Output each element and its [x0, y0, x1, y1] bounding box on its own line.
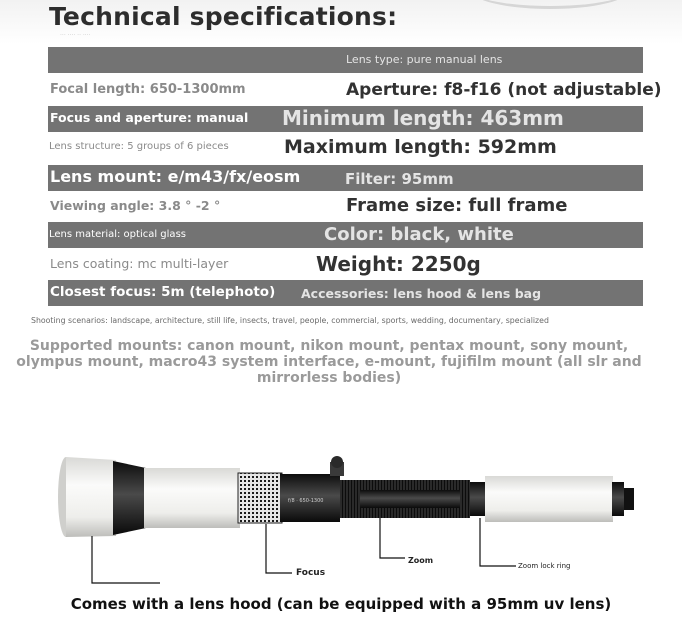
supported-line-2: olympus mount, macro43 system interface, e-mount, fujifilm mount (all slr and [16, 354, 642, 370]
rear-mount [612, 482, 624, 516]
rear-barrel [485, 476, 613, 522]
spec-focal-length: Focal length: 650-1300mm [50, 82, 246, 97]
zoom-label: Zoom [408, 556, 434, 565]
spec-min-length: Minimum length: 463mm [282, 106, 564, 130]
page-title: Technical specifications: [49, 2, 398, 31]
spec-lens-coating: Lens coating: mc multi-layer [50, 256, 229, 271]
focus-label: Focus [296, 568, 326, 578]
svg-text:f/8 · 650-1300: f/8 · 650-1300 [288, 498, 324, 504]
spec-weight: Weight: 2250g [316, 252, 481, 276]
spec-frame-size: Frame size: full frame [346, 195, 568, 216]
front-black-ring [113, 461, 146, 535]
zoom-scale [360, 490, 460, 508]
zoom-callout-line [380, 518, 405, 558]
spec-filter: Filter: 95mm [345, 170, 454, 188]
spec-row-lens-type [48, 47, 643, 73]
spec-focus-aperture: Focus and aperture: manual [50, 110, 249, 125]
lens-illustration [0, 440, 682, 590]
spec-row-mount [48, 165, 643, 191]
spec-lens-structure: Lens structure: 5 groups of 6 pieces [49, 141, 229, 152]
spec-row-closest-focus [48, 280, 643, 306]
front-barrel [144, 468, 240, 528]
supported-mounts [14, 338, 644, 386]
spec-row-coating [48, 250, 643, 280]
supported-line-3: mirrorless bodies) [256, 370, 402, 386]
spec-aperture: Aperture: f8-f16 (not adjustable) [346, 80, 662, 100]
focus-callout-line [266, 524, 292, 573]
faint-subtitle: ··· ···· ·· ···· [60, 32, 91, 39]
lens-drawing [0, 440, 682, 590]
zoom-lock-label: Zoom lock ring [518, 562, 571, 570]
spec-row-focus [48, 106, 643, 132]
zoom-lock-ring [470, 482, 486, 516]
spec-row-material [48, 222, 643, 248]
spec-row-viewing-angle [48, 193, 643, 221]
shooting-scenarios: Shooting scenarios: landscape, architecture, still life, insects, travel, people, commercial, sports, wedding, documentary, specialized [31, 316, 549, 325]
lens-hood [66, 457, 116, 537]
rear-cap [624, 488, 634, 510]
lens-hood-caption: Comes with a lens hood (can be equipped with a 95mm uv lens) [70, 595, 612, 613]
spec-max-length: Maximum length: 592mm [284, 136, 557, 158]
spec-viewing-angle: Viewing angle: 3.8 ° -2 ° [50, 198, 221, 213]
spec-lens-mount: Lens mount: e/m43/fx/eosm [50, 167, 301, 186]
supported-line-1: Supported mounts: canon mount, nikon mount, pentax mount, sony mount, [29, 338, 629, 354]
spec-row-focal-length [48, 76, 662, 106]
spec-lens-material: Lens material: optical glass [49, 229, 186, 240]
hood-callout-line [92, 536, 160, 583]
spec-row-structure [48, 134, 643, 162]
spec-lens-type: Lens type: pure manual lens [346, 53, 503, 66]
spec-accessories: Accessories: lens hood & lens bag [301, 286, 542, 301]
spec-color: Color: black, white [324, 224, 514, 245]
zoom-lock-callout-line [480, 518, 516, 566]
focus-ring [238, 473, 282, 523]
spec-closest-focus: Closest focus: 5m (telephoto) [50, 284, 276, 300]
